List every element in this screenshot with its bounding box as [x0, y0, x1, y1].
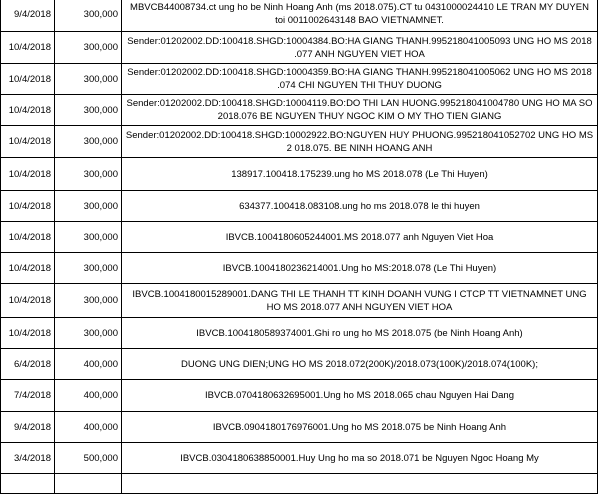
description-cell: Sender:01202002.DD:100418.SHGD:10004119.BO:DO THI LAN HUONG.995218041004780 UNG HO MA SO 2018.076 BE NGUYEN THUY NGOC KIM O MY THO TIEN GIANG: [122, 95, 598, 126]
amount-cell: 400,000: [55, 380, 122, 412]
description-cell: IBVCB.1004180605244001.MS 2018.077 anh Nguyen Viet Hoa: [122, 222, 598, 253]
description-cell: DUONG UNG DIEN;UNG HO MS 2018.072(200K)/2018.073(100K)/2018.074(100K);: [122, 349, 598, 380]
table-row: [1, 0, 598, 32]
amount-cell: 300,000: [55, 64, 122, 95]
date-cell: 6/4/2018: [1, 349, 55, 380]
amount-cell: 300,000: [55, 32, 122, 64]
description-cell: Sender:01202002.DD:100418.SHGD:10002922.BO:NGUYEN HUY PHUONG.995218041052702 UNG HO MS 2 018.075. BE NINH HOANG ANH: [122, 126, 598, 158]
description-cell: 138917.100418.175239.ung ho MS 2018.078 (Le Thi Huyen): [122, 158, 598, 191]
amount-cell: 300,000: [55, 95, 122, 126]
table-row: [1, 443, 598, 474]
amount-cell: 400,000: [55, 349, 122, 380]
table-row: [1, 284, 598, 318]
date-cell: 7/4/2018: [1, 380, 55, 412]
amount-cell: 300,000: [55, 222, 122, 253]
table-row: [1, 349, 598, 380]
date-cell: 10/4/2018: [1, 158, 55, 191]
table-row: [1, 412, 598, 443]
table-row: [1, 380, 598, 412]
table-row: [1, 64, 598, 95]
table-row: [1, 222, 598, 253]
date-cell: 9/4/2018: [1, 0, 55, 32]
description-cell: IBVCB.1004180236214001.Ung ho MS:2018.078 (Le Thi Huyen): [122, 253, 598, 284]
donation-table-body: [1, 0, 598, 494]
date-cell: 10/4/2018: [1, 191, 55, 222]
description-cell: Sender:01202002.DD:100418.SHGD:10004384.BO:HA GIANG THANH.995218041005093 UNG HO MS 2018 .077 ANH NGUYEN VIET HOA: [122, 32, 598, 64]
table-row: [1, 191, 598, 222]
date-cell: 10/4/2018: [1, 284, 55, 318]
date-cell: 3/4/2018: [1, 443, 55, 474]
description-cell: IBVCB.0904180176976001.Ung ho MS 2018.075 be Ninh Hoang Anh: [122, 412, 598, 443]
description-cell: IBVCB.0304180638850001.Huy Ung ho ma so 2018.071 be Nguyen Ngoc Hoang My: [122, 443, 598, 474]
amount-cell: 300,000: [55, 0, 122, 32]
amount-cell: 300,000: [55, 318, 122, 349]
amount-cell: 300,000: [55, 284, 122, 318]
table-row: [1, 253, 598, 284]
date-cell: 10/4/2018: [1, 126, 55, 158]
date-cell: 10/4/2018: [1, 253, 55, 284]
amount-cell: 300,000: [55, 158, 122, 191]
date-cell: [1, 474, 55, 494]
amount-cell: 300,000: [55, 253, 122, 284]
description-cell: 634377.100418.083108.ung ho ms 2018.078 le thi huyen: [122, 191, 598, 222]
amount-cell: 300,000: [55, 126, 122, 158]
date-cell: 10/4/2018: [1, 222, 55, 253]
table-row: [1, 32, 598, 64]
date-cell: 9/4/2018: [1, 412, 55, 443]
date-cell: 10/4/2018: [1, 32, 55, 64]
table-row: [1, 318, 598, 349]
description-cell: IBVCB.0704180632695001.Ung ho MS 2018.065 chau Nguyen Hai Dang: [122, 380, 598, 412]
amount-cell: 500,000: [55, 443, 122, 474]
amount-cell: 300,000: [55, 191, 122, 222]
date-cell: 10/4/2018: [1, 95, 55, 126]
table-row: [1, 158, 598, 191]
description-cell: IBVCB.1004180015289001.DANG THI LE THANH TT KINH DOANH VUNG I CTCP TT VIETNAMNET UNG HO MS 2018.077 ANH NGUYEN VIET HOA: [122, 284, 598, 318]
description-cell: Sender:01202002.DD:100418.SHGD:10004359.BO:HA GIANG THANH.995218041005062 UNG HO MS 2018 .074 CHI NGUYEN THI THUY DUONG: [122, 64, 598, 95]
description-cell: [122, 474, 598, 494]
amount-cell: [55, 474, 122, 494]
table-row: [1, 95, 598, 126]
amount-cell: 400,000: [55, 412, 122, 443]
description-cell: MBVCB44008734.ct ung ho be Ninh Hoang Anh (ms 2018.075).CT tu 0431000024410 LE TRAN MY DUYEN toi 0011002643148 BAO VIETNAMNET.: [122, 0, 598, 32]
description-cell: IBVCB.1004180589374001.Ghi ro ung ho MS 2018.075 (be Ninh Hoang Anh): [122, 318, 598, 349]
date-cell: 10/4/2018: [1, 318, 55, 349]
table-row: [1, 126, 598, 158]
date-cell: 10/4/2018: [1, 64, 55, 95]
table-row: [1, 474, 598, 494]
